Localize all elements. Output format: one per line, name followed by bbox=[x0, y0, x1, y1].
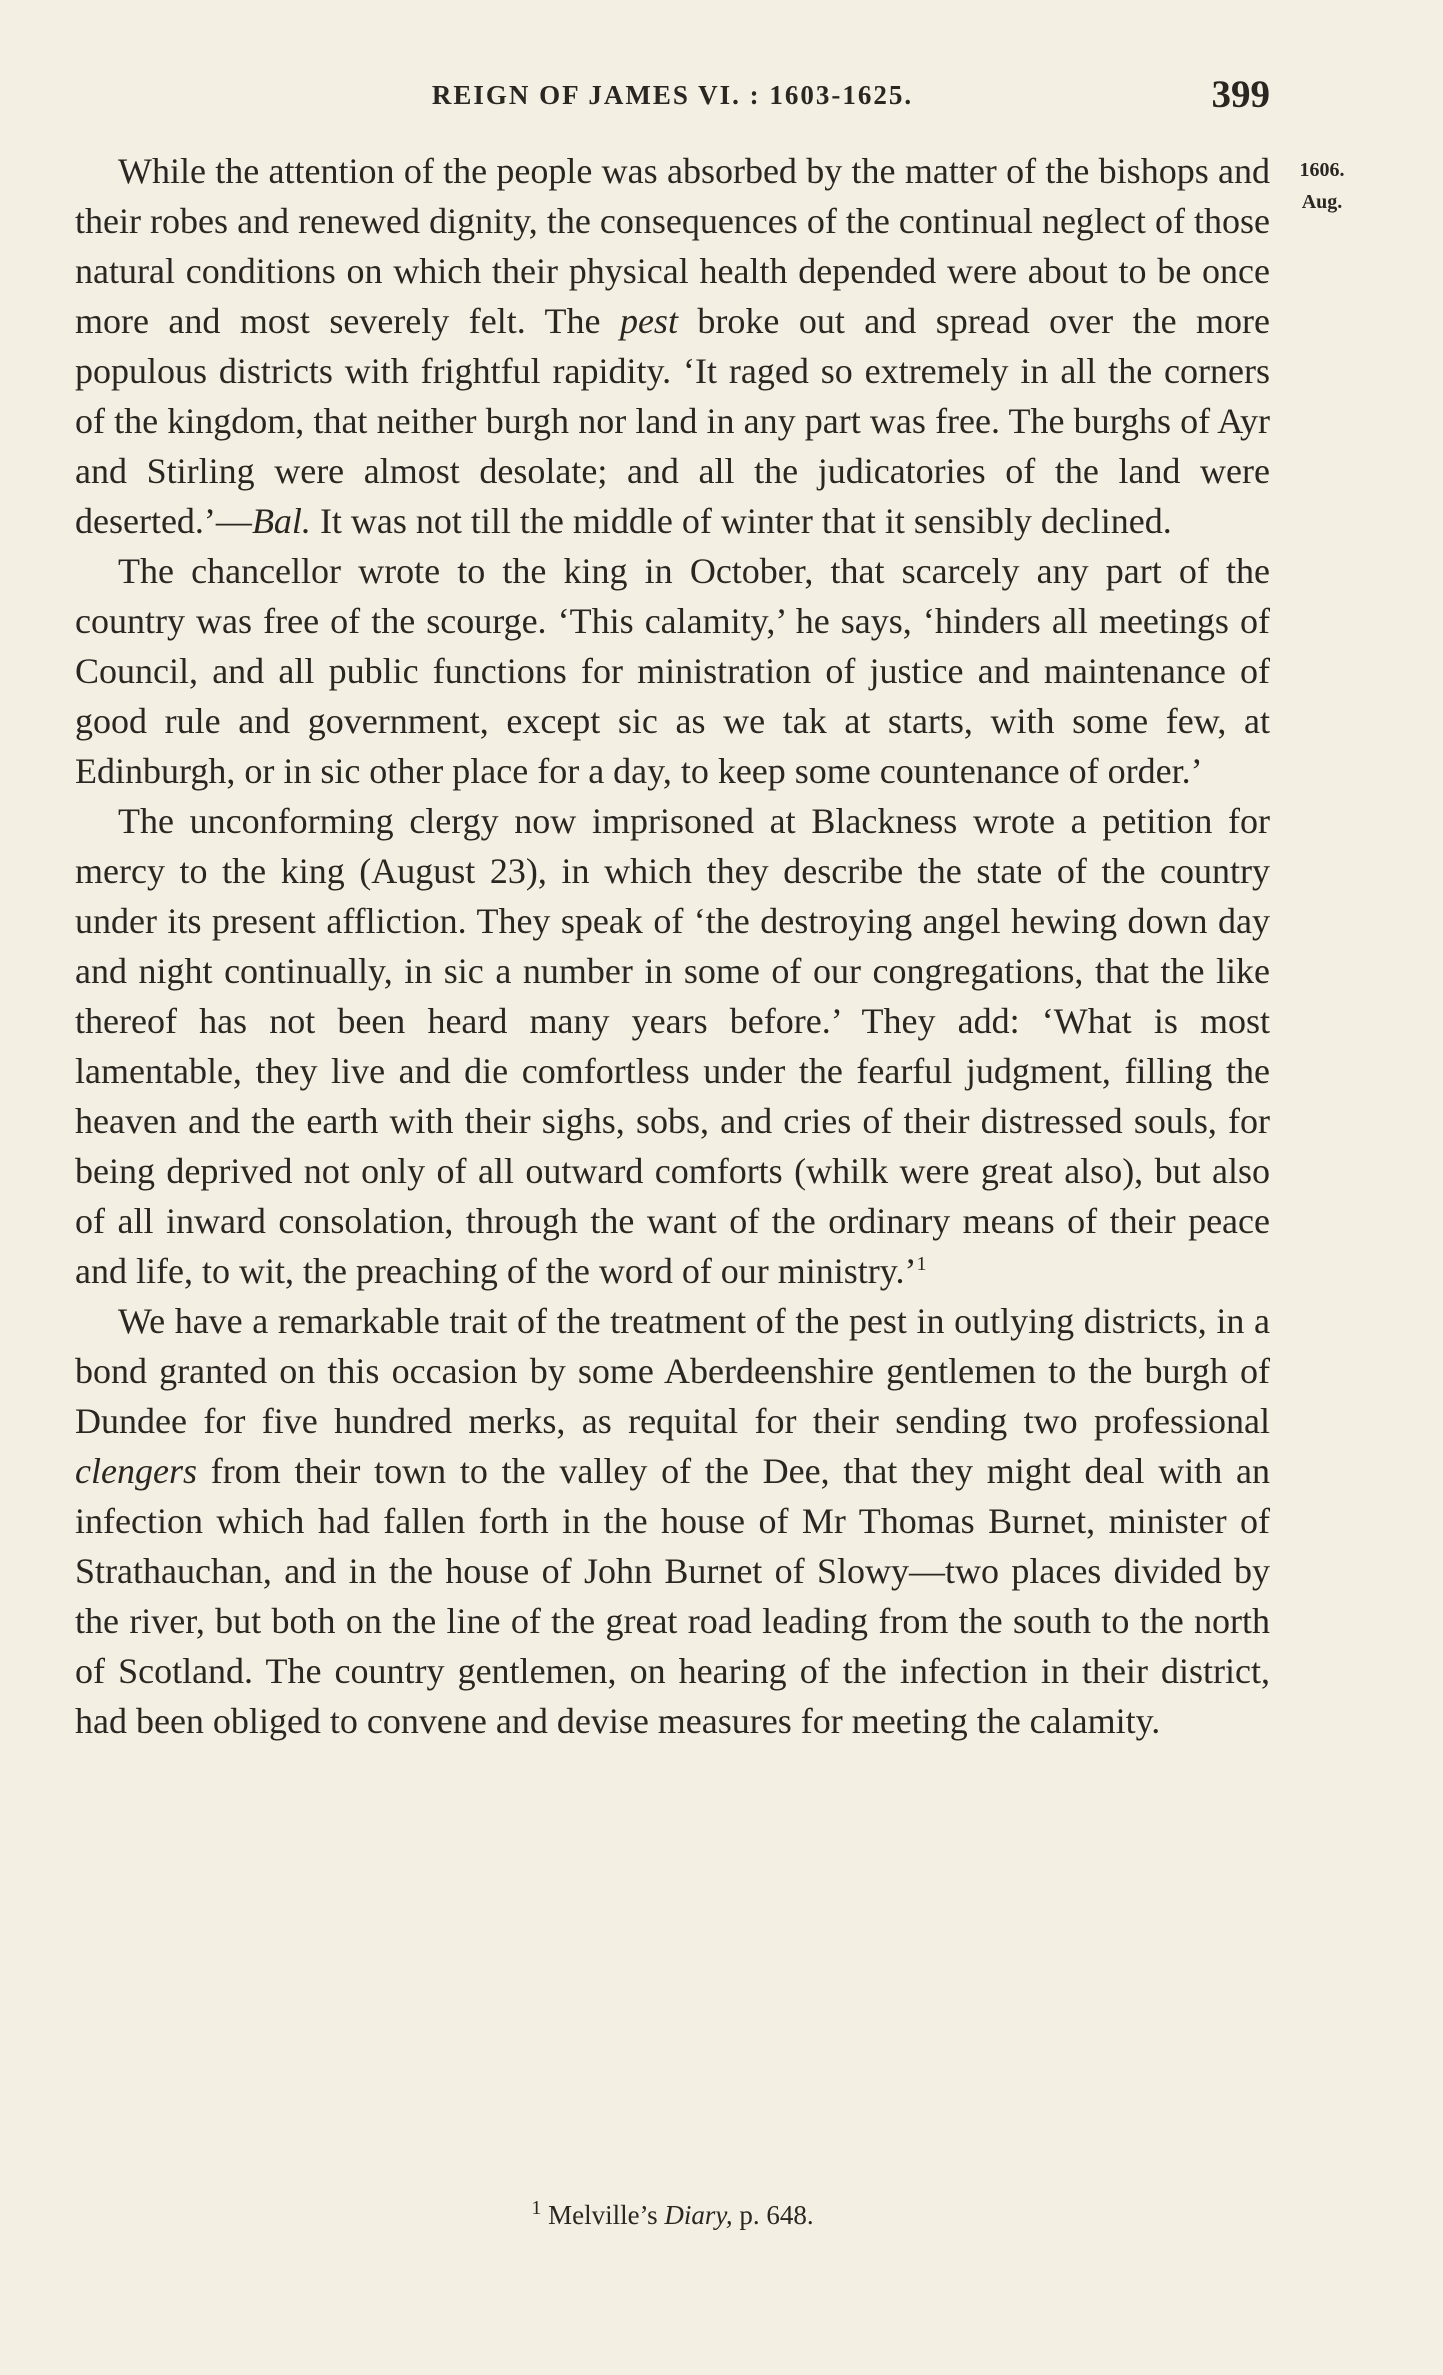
margin-month: Aug. bbox=[1301, 191, 1343, 213]
paragraph-text: from their town to the valley of the Dee, that they might deal with an infection which had fallen forth in the house of Mr Thomas Burnet, minister of Strathauchan, and in the house of John Burnet of Slowy—two places divided by the river, but both on the line of the great road leading from the south to the north of Scotland. The country gentlemen, on hearing of the infection in their district, had been obliged to convene and devise measures for meeting the calamity. bbox=[75, 1451, 1270, 1741]
paragraph-text: The unconforming clergy now imprisoned at Blackness wrote a petition for mercy to the king (August 23), in which they describe the state of the country under its present affliction. They speak of ‘the destroying angel hewing down day and night continually, in sic a number in some of our congregations, that the like thereof has not been heard many years before.’ They add: ‘What is most lamentable, they live and die comfortless under the fearful judgment, filling the heaven and the earth with their sighs, sobs, and cries of their distressed souls, for being deprived not only of all outward comforts (whilk were great also), but also of all inward consolation, through the want of the ordinary means of their peace and life, to wit, the preaching of the word of our ministry.’ bbox=[75, 801, 1270, 1291]
footnote-text: p. 648. bbox=[732, 2200, 814, 2230]
paragraph-text: We have a remarkable trait of the treatment of the pest in outlying districts, in a bond granted on this occasion by some Aberdeenshire gentlemen to the burgh of Dundee for five hundred merks, as requital for their sending two professional bbox=[75, 1301, 1270, 1441]
page-number: 399 bbox=[1211, 73, 1270, 116]
footnote-text: Melville’s bbox=[541, 2200, 665, 2230]
footnote-mark: 1 bbox=[531, 2197, 542, 2219]
italic-term: pest bbox=[619, 301, 678, 341]
running-head: REIGN OF JAMES VI. : 1603-1625. bbox=[431, 80, 914, 110]
italic-term: clengers bbox=[75, 1451, 197, 1491]
paragraph-1 bbox=[75, 146, 1270, 546]
page-header bbox=[75, 72, 1270, 128]
paragraph-text: broke out and spread over the more populous districts with frightful rapidity. ‘It raged so extremely in all the corners of the kingdom, that neither burgh nor land in any part was free. The burghs of Ayr and Stirling were almost desolate; and all the judicatories of the land were deserted.’— bbox=[75, 301, 1270, 541]
footnote bbox=[75, 2197, 1270, 2231]
italic-citation: Bal. bbox=[251, 501, 311, 541]
margin-date-note bbox=[1282, 154, 1362, 218]
paragraph-text: The chancellor wrote to the king in October, that scarcely any part of the country was free of the scourge. ‘This calamity,’ he says, ‘hinders all meetings of Council, and all public functions for ministration of justice and maintenance of good rule and government, except sic as we tak at starts, with some few, at Edinburgh, or in sic other place for a day, to keep some countenance of order.’ bbox=[75, 551, 1270, 791]
margin-year: 1606. bbox=[1299, 159, 1345, 181]
footnote-reference: 1 bbox=[916, 1253, 927, 1275]
paragraph-4 bbox=[75, 1296, 1270, 1746]
paragraph-text: It was not till the middle of winter that it sensibly declined. bbox=[310, 501, 1172, 541]
body-text bbox=[75, 146, 1270, 1746]
footnote-italic-title: Diary, bbox=[664, 2200, 733, 2230]
paragraph-3 bbox=[75, 796, 1270, 1296]
paragraph-2 bbox=[75, 546, 1270, 796]
paragraph-text: While the attention of the people was absorbed by the matter of the bishops and their robes and renewed dignity, the consequences of the continual neglect of those natural conditions on which their physical health depended were about to be once more and most severely felt. The bbox=[75, 151, 1270, 341]
